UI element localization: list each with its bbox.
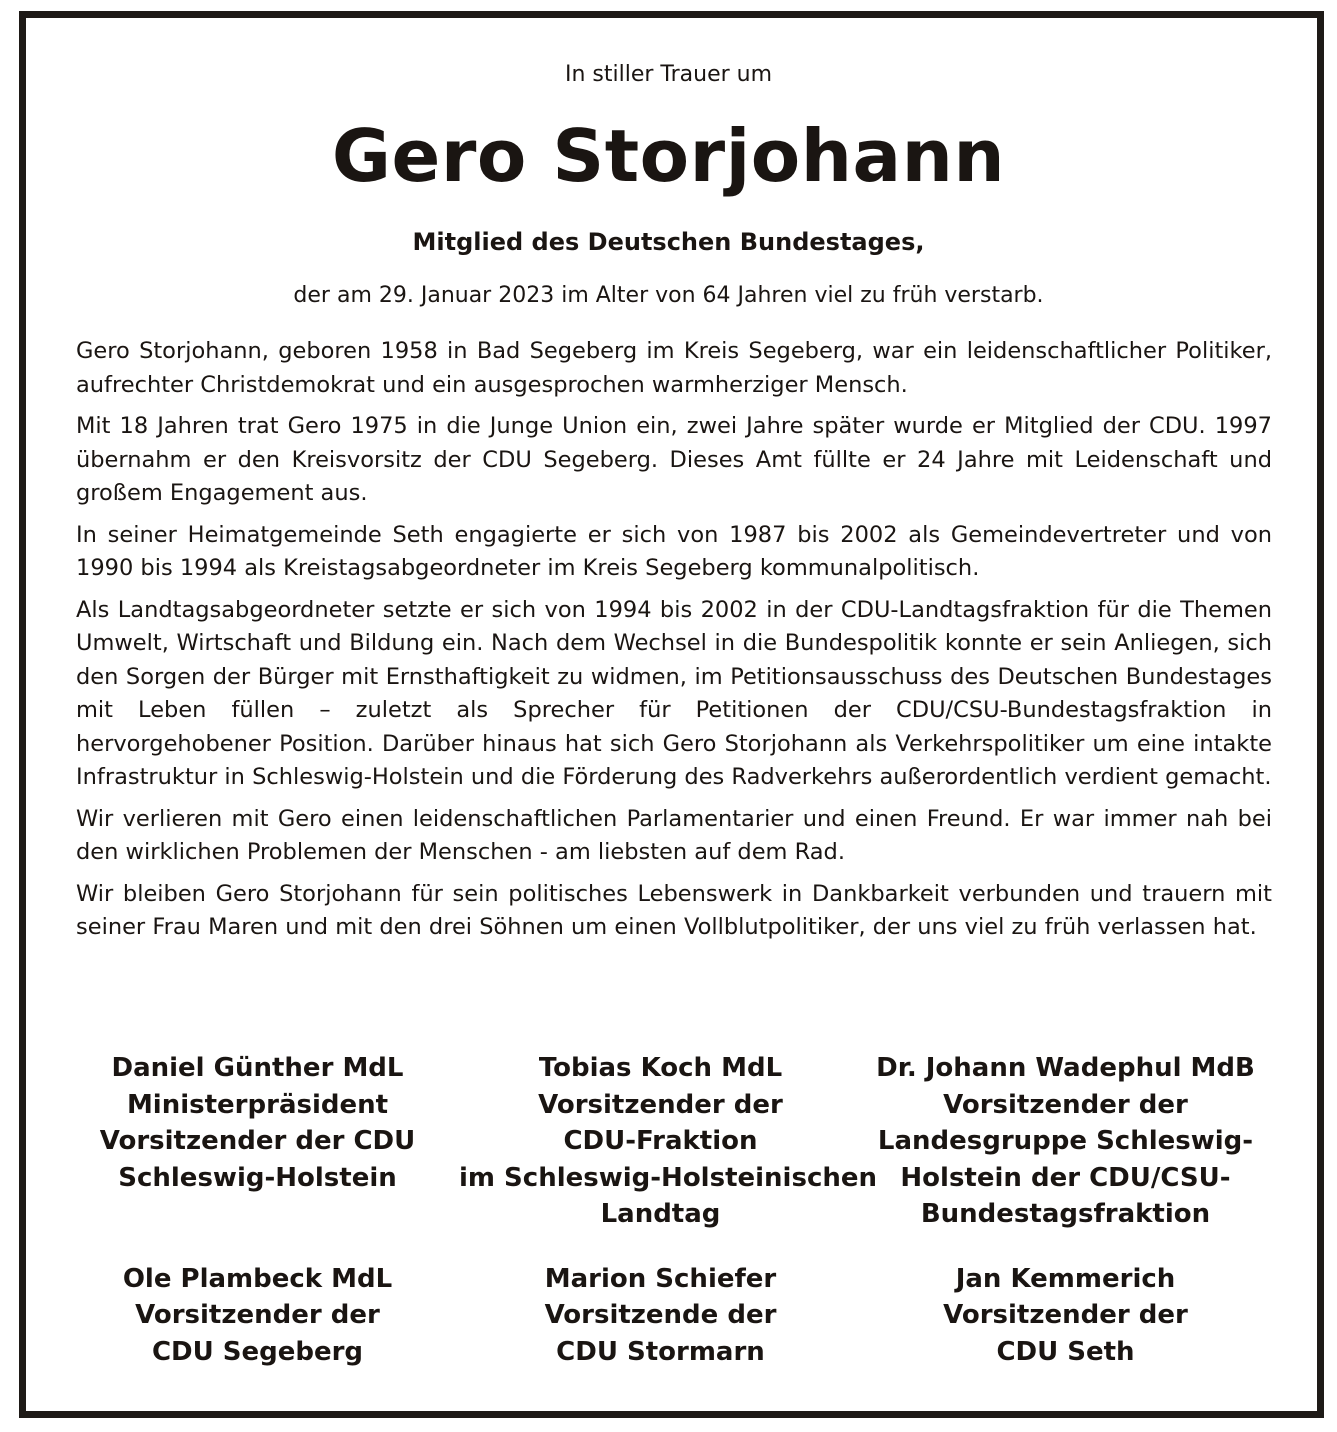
signatory-line: Ole Plambeck MdL (122, 1263, 393, 1294)
paragraph: Wir verlieren mit Gero einen leidenschaftlichen Parlamentarier und einen Freund. Er war immer nah bei den wirklichen Problemen der Menschen - am liebsten auf dem Rad. (76, 805, 1272, 865)
paragraph: Mit 18 Jahren trat Gero 1975 in die Junge Union ein, zwei Jahre später wurde er Mitglied der CDU. 1997 übernahm er den Kreisvorsitz der CDU Segeberg. Dieses Amt füllte er 24 Jahre mit Leidenschaft und großem Engagement aus. (76, 413, 1272, 506)
signatory-line: Vorsitzender der (943, 1089, 1188, 1120)
signatory-guenther (56, 1050, 459, 1233)
paragraph: Wir bleiben Gero Storjohann für sein politisches Lebenswerk in Dankbarkeit verbunden und trauern mit seiner Frau Maren und mit den drei Söhnen um einen Vollblutpolitiker, der uns viel zu früh verlassen hat. (76, 880, 1272, 940)
signatory-line: Holstein der CDU/CSU- (900, 1162, 1231, 1193)
signatory-line: Landesgruppe Schleswig- (877, 1126, 1254, 1156)
intro-text: In stiller Trauer um (564, 62, 773, 87)
signatory-line: Schleswig-Holstein (118, 1162, 397, 1193)
signatory-line: Vorsitzender der (538, 1089, 783, 1120)
signatory-line: Tobias Koch MdL (538, 1053, 783, 1083)
signatory-wadephul (862, 1050, 1269, 1233)
signatory-line: Marion Schiefer (544, 1263, 777, 1294)
paragraph: Als Landtagsabgeordneter setzte er sich von 1994 bis 2002 in der CDU-Landtagsfraktion für die Themen Umwelt, Wirtschaft und Bildung ein. Nach dem Wechsel in die Bundespolitik konnte er sein Anliegen, sich den Sorgen der Bürger mit Ernsthaftigkeit zu widmen, im Petitionsausschuss des Deutschen Bundestages mit Leben füllen – zuletzt als Sprecher für Petitionen der CDU/CSU-Bundestagsfraktion in hervorgehobener Position. Darüber hinaus hat sich Gero Storjohann als Verkehrspolitiker um eine intakte Infrastruktur in Schleswig-Holstein und die Förderung des Radverkehrs außerordentlich verdient gemacht. (76, 596, 1272, 790)
signatory-line: Vorsitzender der CDU (99, 1126, 416, 1156)
signatory-line: CDU Stormarn (556, 1336, 765, 1367)
signatory-line: Dr. Johann Wadephul MdB (876, 1053, 1255, 1083)
signatory-line: Daniel Günther MdL (111, 1053, 404, 1083)
signatory-line: Jan Kemmerich (955, 1263, 1176, 1294)
death-notice-line: der am 29. Januar 2023 im Alter von 64 Jahren viel zu früh verstarb. (293, 283, 1044, 308)
signatory-schiefer (459, 1261, 862, 1371)
signatory-line: CDU Segeberg (151, 1336, 364, 1367)
signatory-line: Landtag (600, 1199, 721, 1229)
signatory-line: Ministerpräsident (126, 1089, 389, 1120)
obituary-body (76, 335, 1272, 953)
deceased-title: Mitglied des Deutschen Bundestages, (412, 228, 925, 256)
deceased-name: Gero Storjohann (331, 114, 1006, 198)
signatory-line: CDU Seth (996, 1336, 1135, 1367)
signatories (56, 1050, 1269, 1370)
signatory-line: im Schleswig-Holsteinischen (459, 1162, 878, 1193)
paragraph: Gero Storjohann, geboren 1958 in Bad Segeberg im Kreis Segeberg, war ein leidenschaftlicher Politiker, aufrechter Christdemokrat und ein ausgesprochen warmherziger Mensch. (76, 338, 1272, 398)
signatory-line: Vorsitzender der (943, 1300, 1188, 1330)
signatory-line: Vorsitzender der (135, 1300, 380, 1330)
signatory-koch (459, 1050, 878, 1233)
signatory-kemmerich (862, 1261, 1269, 1371)
signatory-plambeck (56, 1261, 459, 1371)
signatory-line: CDU-Fraktion (563, 1126, 758, 1156)
signatory-line: Vorsitzende der (544, 1300, 777, 1330)
paragraph: In seiner Heimatgemeinde Seth engagierte er sich von 1987 bis 2002 als Gemeindevertreter und von 1990 bis 1994 als Kreistagsabgeordneter im Kreis Segeberg kommunalpolitisch. (76, 521, 1272, 581)
signatory-line: Bundestagsfraktion (920, 1199, 1211, 1229)
